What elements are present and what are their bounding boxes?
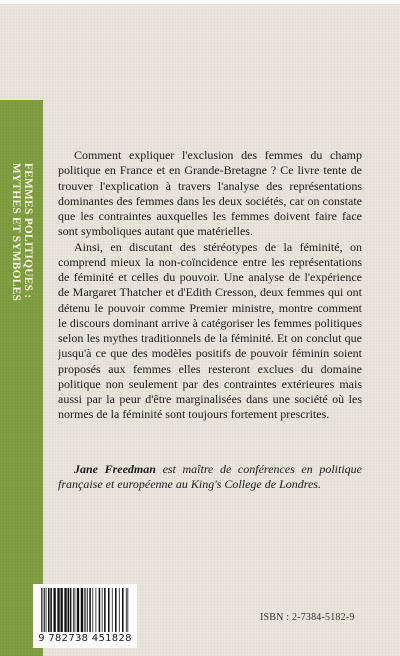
spine-title [10,163,34,301]
barcode-bar [127,588,128,632]
barcode-bar [64,588,66,632]
barcode-bar [77,588,79,632]
blurb [58,148,362,423]
barcode-bar [60,588,62,632]
barcode-bars [41,588,129,634]
barcode-bar [122,588,124,632]
barcode-bar [67,588,69,632]
barcode-bar [50,588,52,632]
author-name: Jane Freedman [74,462,156,476]
barcode-bar [70,588,72,632]
author-note [58,462,362,493]
barcode-bar [119,588,120,632]
barcode-bar [41,588,42,632]
spine-title-line-2: MYTHES ET SYMBOLES [10,162,22,302]
barcode-bar [102,588,103,632]
barcode-number: 9 782738 451828 [38,633,132,644]
barcode-bar [74,588,75,632]
spine-title-line-1: FEMMES POLITIQUES : [22,162,34,299]
barcode-bar [96,588,97,632]
barcode-bar [84,588,85,632]
barcode-bar [92,588,93,632]
top-edge [0,0,400,4]
barcode-bar [85,588,86,632]
barcode-bar [108,588,110,632]
barcode-bar [81,588,83,632]
blurb-paragraph-2: Ainsi, en discutant des stéréotypes de la féminité, on comprend mieux la non-coïncidence entre les représentations de féminité et celles du pouvoir. Une analyse de l'expérience de Margaret Thatcher et d'Edith Cresson, deux femmes qui ont détenu le pouvoir comme Premier ministre, montre comment le discours dominant arrive à catégoriser les femmes politiques selon les mythes traditionnels de la féminité. Et on conclut que jusqu'à ce que des modèles positifs de pouvoir féminin soient proposés aux femmes elles resteront exclues du domaine politique non seulement par des contraintes extérieures mais aussi par la peur d'être marginalisées dans une société où les normes de la féminité sont toujours fortement prescrites. [58,239,362,422]
blurb-paragraph-1: Comment expliquer l'exclusion des femmes du champ politique en France et en Grande-Bretagne ? Ce livre tente de trouver l'explication à travers l'analyse des représentations dominantes des femmes dans les deux sociétés, car on constate que les contraintes auxquelles les femmes doivent faire face sont symboliques autant que matérielles. [58,148,362,239]
barcode-bar [53,588,55,632]
barcode-bar [112,588,113,632]
isbn: ISBN : 2-7384-5182-9 [260,612,355,623]
barcode-bar [99,588,101,632]
barcode-bar [44,588,45,632]
barcode [33,584,137,648]
barcode-bar [57,588,59,632]
barcode-bar [87,588,88,632]
barcode-bar [89,588,91,632]
author-description: est maître de conférences en politique française et européenne au King's College de Londres. [58,462,362,492]
barcode-bar [43,588,44,632]
barcode-bar [115,588,117,632]
barcode-bar [73,588,74,632]
barcode-bar [48,588,50,632]
barcode-bar [104,588,106,632]
barcode-bar [46,588,47,632]
barcode-bar [126,588,127,632]
